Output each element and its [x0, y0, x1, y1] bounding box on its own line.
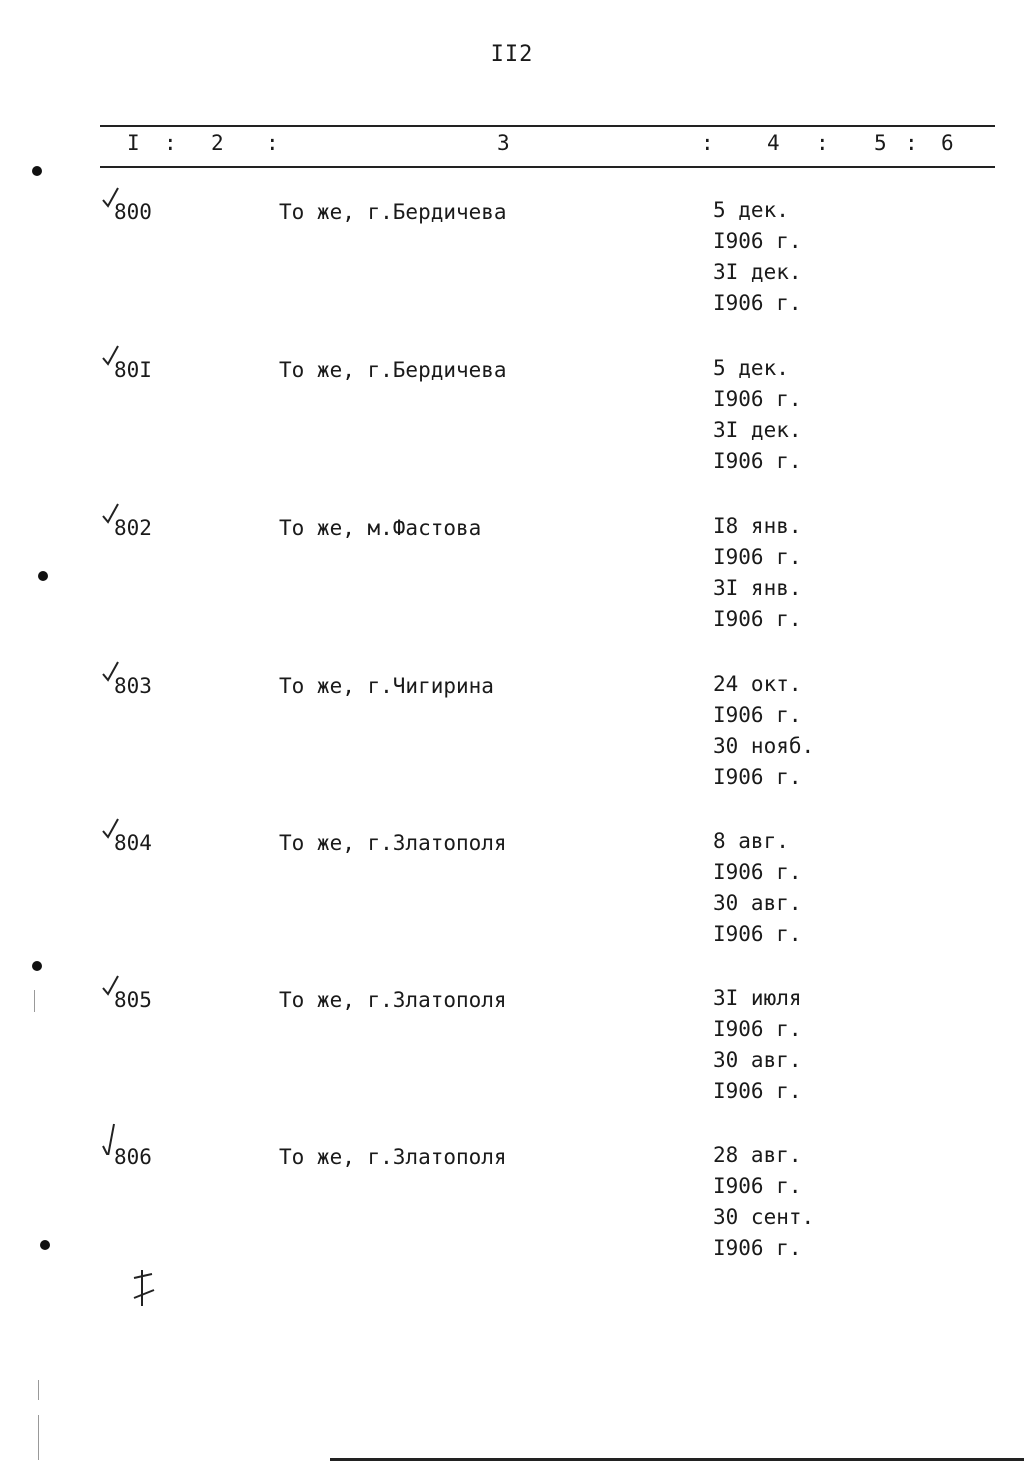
table-row [0, 358, 1024, 498]
record-number: 800 [114, 200, 152, 224]
record-number: 806 [114, 1145, 152, 1169]
record-dates [713, 195, 802, 319]
header-sep: : [164, 131, 177, 155]
header-rule-top [100, 125, 995, 127]
record-number: 802 [114, 516, 152, 540]
date-line: I906 г. [713, 607, 802, 631]
margin-mark [34, 990, 35, 1012]
date-line: 3I июля [713, 986, 802, 1010]
record-dates [713, 511, 802, 635]
binding-hole-icon [32, 961, 42, 971]
date-line: I906 г. [713, 1017, 802, 1041]
record-dates [713, 669, 814, 793]
date-line: I8 янв. [713, 514, 802, 538]
header-sep: : [905, 131, 918, 155]
date-line: I906 г. [713, 291, 802, 315]
header-col-1: I [127, 131, 140, 155]
margin-mark [38, 1380, 39, 1400]
binding-hole-icon [40, 1240, 50, 1250]
record-number: 804 [114, 831, 152, 855]
date-line: 30 нояб. [713, 734, 815, 758]
date-line: I906 г. [713, 1079, 802, 1103]
date-line: I906 г. [713, 922, 802, 946]
header-col-6: 6 [941, 131, 954, 155]
date-line: 30 авг. [713, 1048, 802, 1072]
header-sep: : [816, 131, 829, 155]
record-dates [713, 1140, 814, 1264]
date-line: I906 г. [713, 1174, 802, 1198]
table-row [0, 1145, 1024, 1285]
date-line: I906 г. [713, 765, 802, 789]
date-line: 3I дек. [713, 260, 802, 284]
header-col-4: 4 [767, 131, 780, 155]
record-description: То же, г.Чигирина [279, 674, 494, 698]
binding-hole-icon [38, 571, 48, 581]
table-row [0, 516, 1024, 656]
record-dates [713, 353, 802, 477]
record-number: 803 [114, 674, 152, 698]
footer-rule [330, 1458, 1024, 1461]
date-line: I906 г. [713, 449, 802, 473]
record-description: То же, г.Златополя [279, 831, 507, 855]
table-row [0, 988, 1024, 1128]
record-number: 80I [114, 358, 152, 382]
date-line: I906 г. [713, 229, 802, 253]
record-description: То же, м.Фастова [279, 516, 482, 540]
record-description: То же, г.Златополя [279, 1145, 507, 1169]
header-col-5: 5 [874, 131, 887, 155]
table-row [0, 831, 1024, 971]
record-dates [713, 983, 802, 1107]
header-sep: : [701, 131, 714, 155]
date-line: I906 г. [713, 703, 802, 727]
record-number: 805 [114, 988, 152, 1012]
header-col-2: 2 [211, 131, 224, 155]
page-number: II2 [490, 42, 534, 67]
date-line: 5 дек. [713, 356, 789, 380]
record-dates [713, 826, 802, 950]
date-line: I906 г. [713, 387, 802, 411]
date-line: 3I дек. [713, 418, 802, 442]
record-description: То же, г.Златополя [279, 988, 507, 1012]
date-line: I906 г. [713, 545, 802, 569]
date-line: 30 сент. [713, 1205, 815, 1229]
date-line: I906 г. [713, 1236, 802, 1260]
header-col-3: 3 [497, 131, 510, 155]
date-line: 28 авг. [713, 1143, 802, 1167]
record-description: То же, г.Бердичева [279, 358, 507, 382]
table-row [0, 674, 1024, 814]
handwritten-mark-icon [128, 1268, 160, 1310]
binding-hole-icon [32, 166, 42, 176]
margin-mark [38, 1415, 39, 1460]
date-line: 24 окт. [713, 672, 802, 696]
date-line: I906 г. [713, 860, 802, 884]
header-sep: : [266, 131, 279, 155]
date-line: 8 авг. [713, 829, 789, 853]
table-row [0, 200, 1024, 340]
header-rule-bottom [100, 166, 995, 168]
record-description: То же, г.Бердичева [279, 200, 507, 224]
date-line: 5 дек. [713, 198, 789, 222]
date-line: 30 авг. [713, 891, 802, 915]
date-line: 3I янв. [713, 576, 802, 600]
